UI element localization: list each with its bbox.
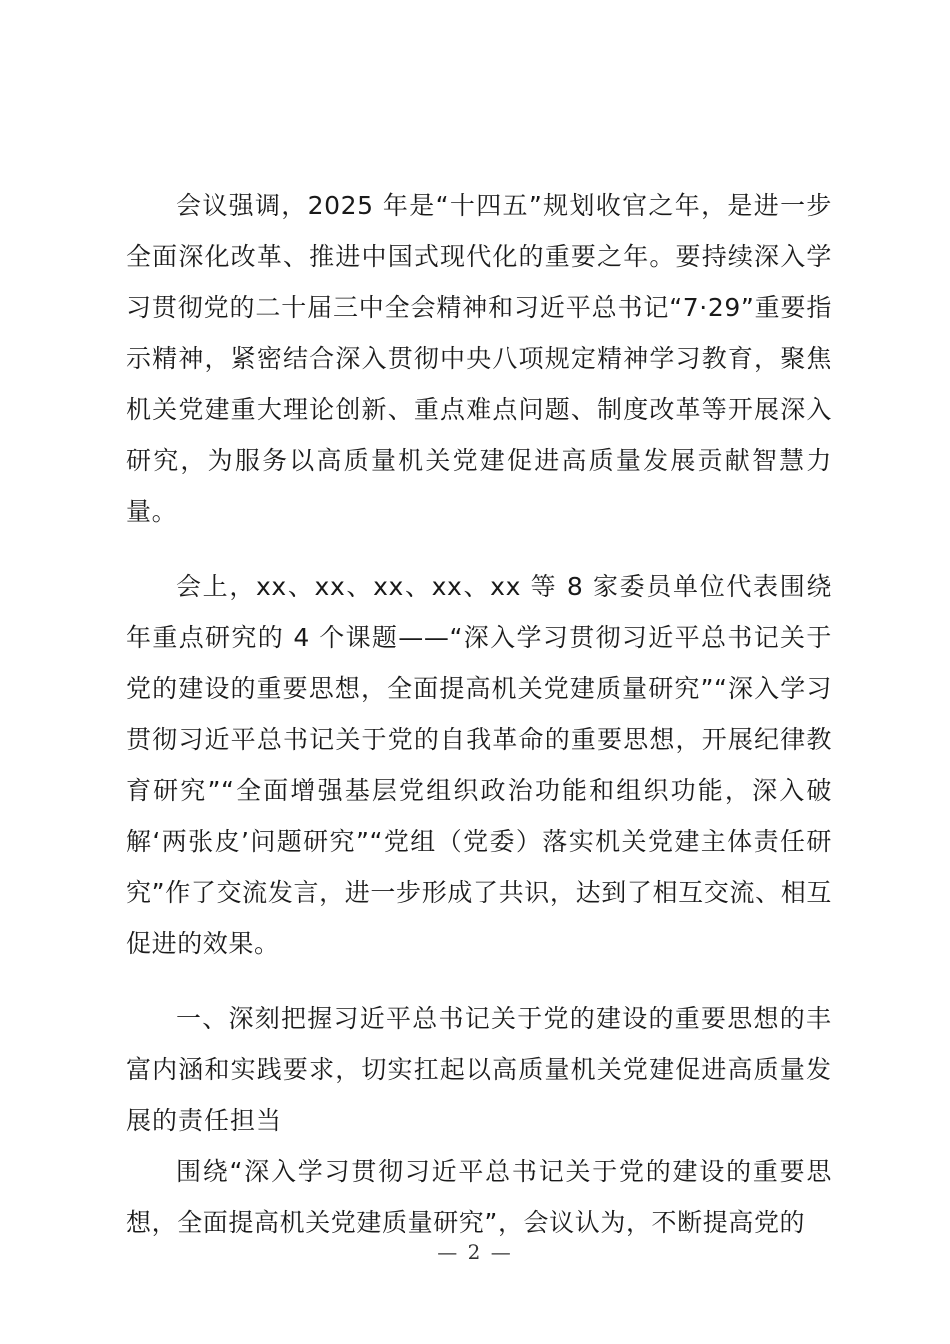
paragraph-meeting-speeches: 会上，xx、xx、xx、xx、xx 等 8 家委员单位代表围绕年重点研究的 4 个课题——“深入学习贯彻习近平总书记关于党的建设的重要思想，全面提高机关党建质量研究”“深入学习贯彻习近平总书记关于党的自我革命的重要思想，开展纪律教育研究”“全面增强基层党组织政治功能和组织功能，深入破解‘两张皮’问题研究”“党组（党委）落实机关党建主体责任研究”作了交流发言，进一步形成了共识，达到了相互交流、相互促进的效果。 (126, 572, 832, 958)
document-body (126, 180, 832, 1248)
paragraph-meeting-emphasis: 会议强调，2025 年是“十四五”规划收官之年，是进一步全面深化改革、推进中国式现代化的重要之年。要持续深入学习贯彻党的二十届三中全会精神和习近平总书记“7·29”重要指示精神，紧密结合深入贯彻中央八项规定精神学习教育，聚焦机关党建重大理论创新、重点难点问题、制度改革等开展深入研究，为服务以高质量机关党建促进高质量发展贡献智慧力量。 (126, 191, 832, 526)
paragraph-section-one-body: 围绕“深入学习贯彻习近平总书记关于党的建设的重要思想，全面提高机关党建质量研究”，会议认为，不断提高党的 (126, 1157, 832, 1237)
section-heading-one: 一、深刻把握习近平总书记关于党的建设的重要思想的丰富内涵和实践要求，切实扛起以高质量机关党建促进高质量发展的责任担当 (126, 1004, 832, 1135)
page-number: — 2 — (437, 1240, 513, 1264)
